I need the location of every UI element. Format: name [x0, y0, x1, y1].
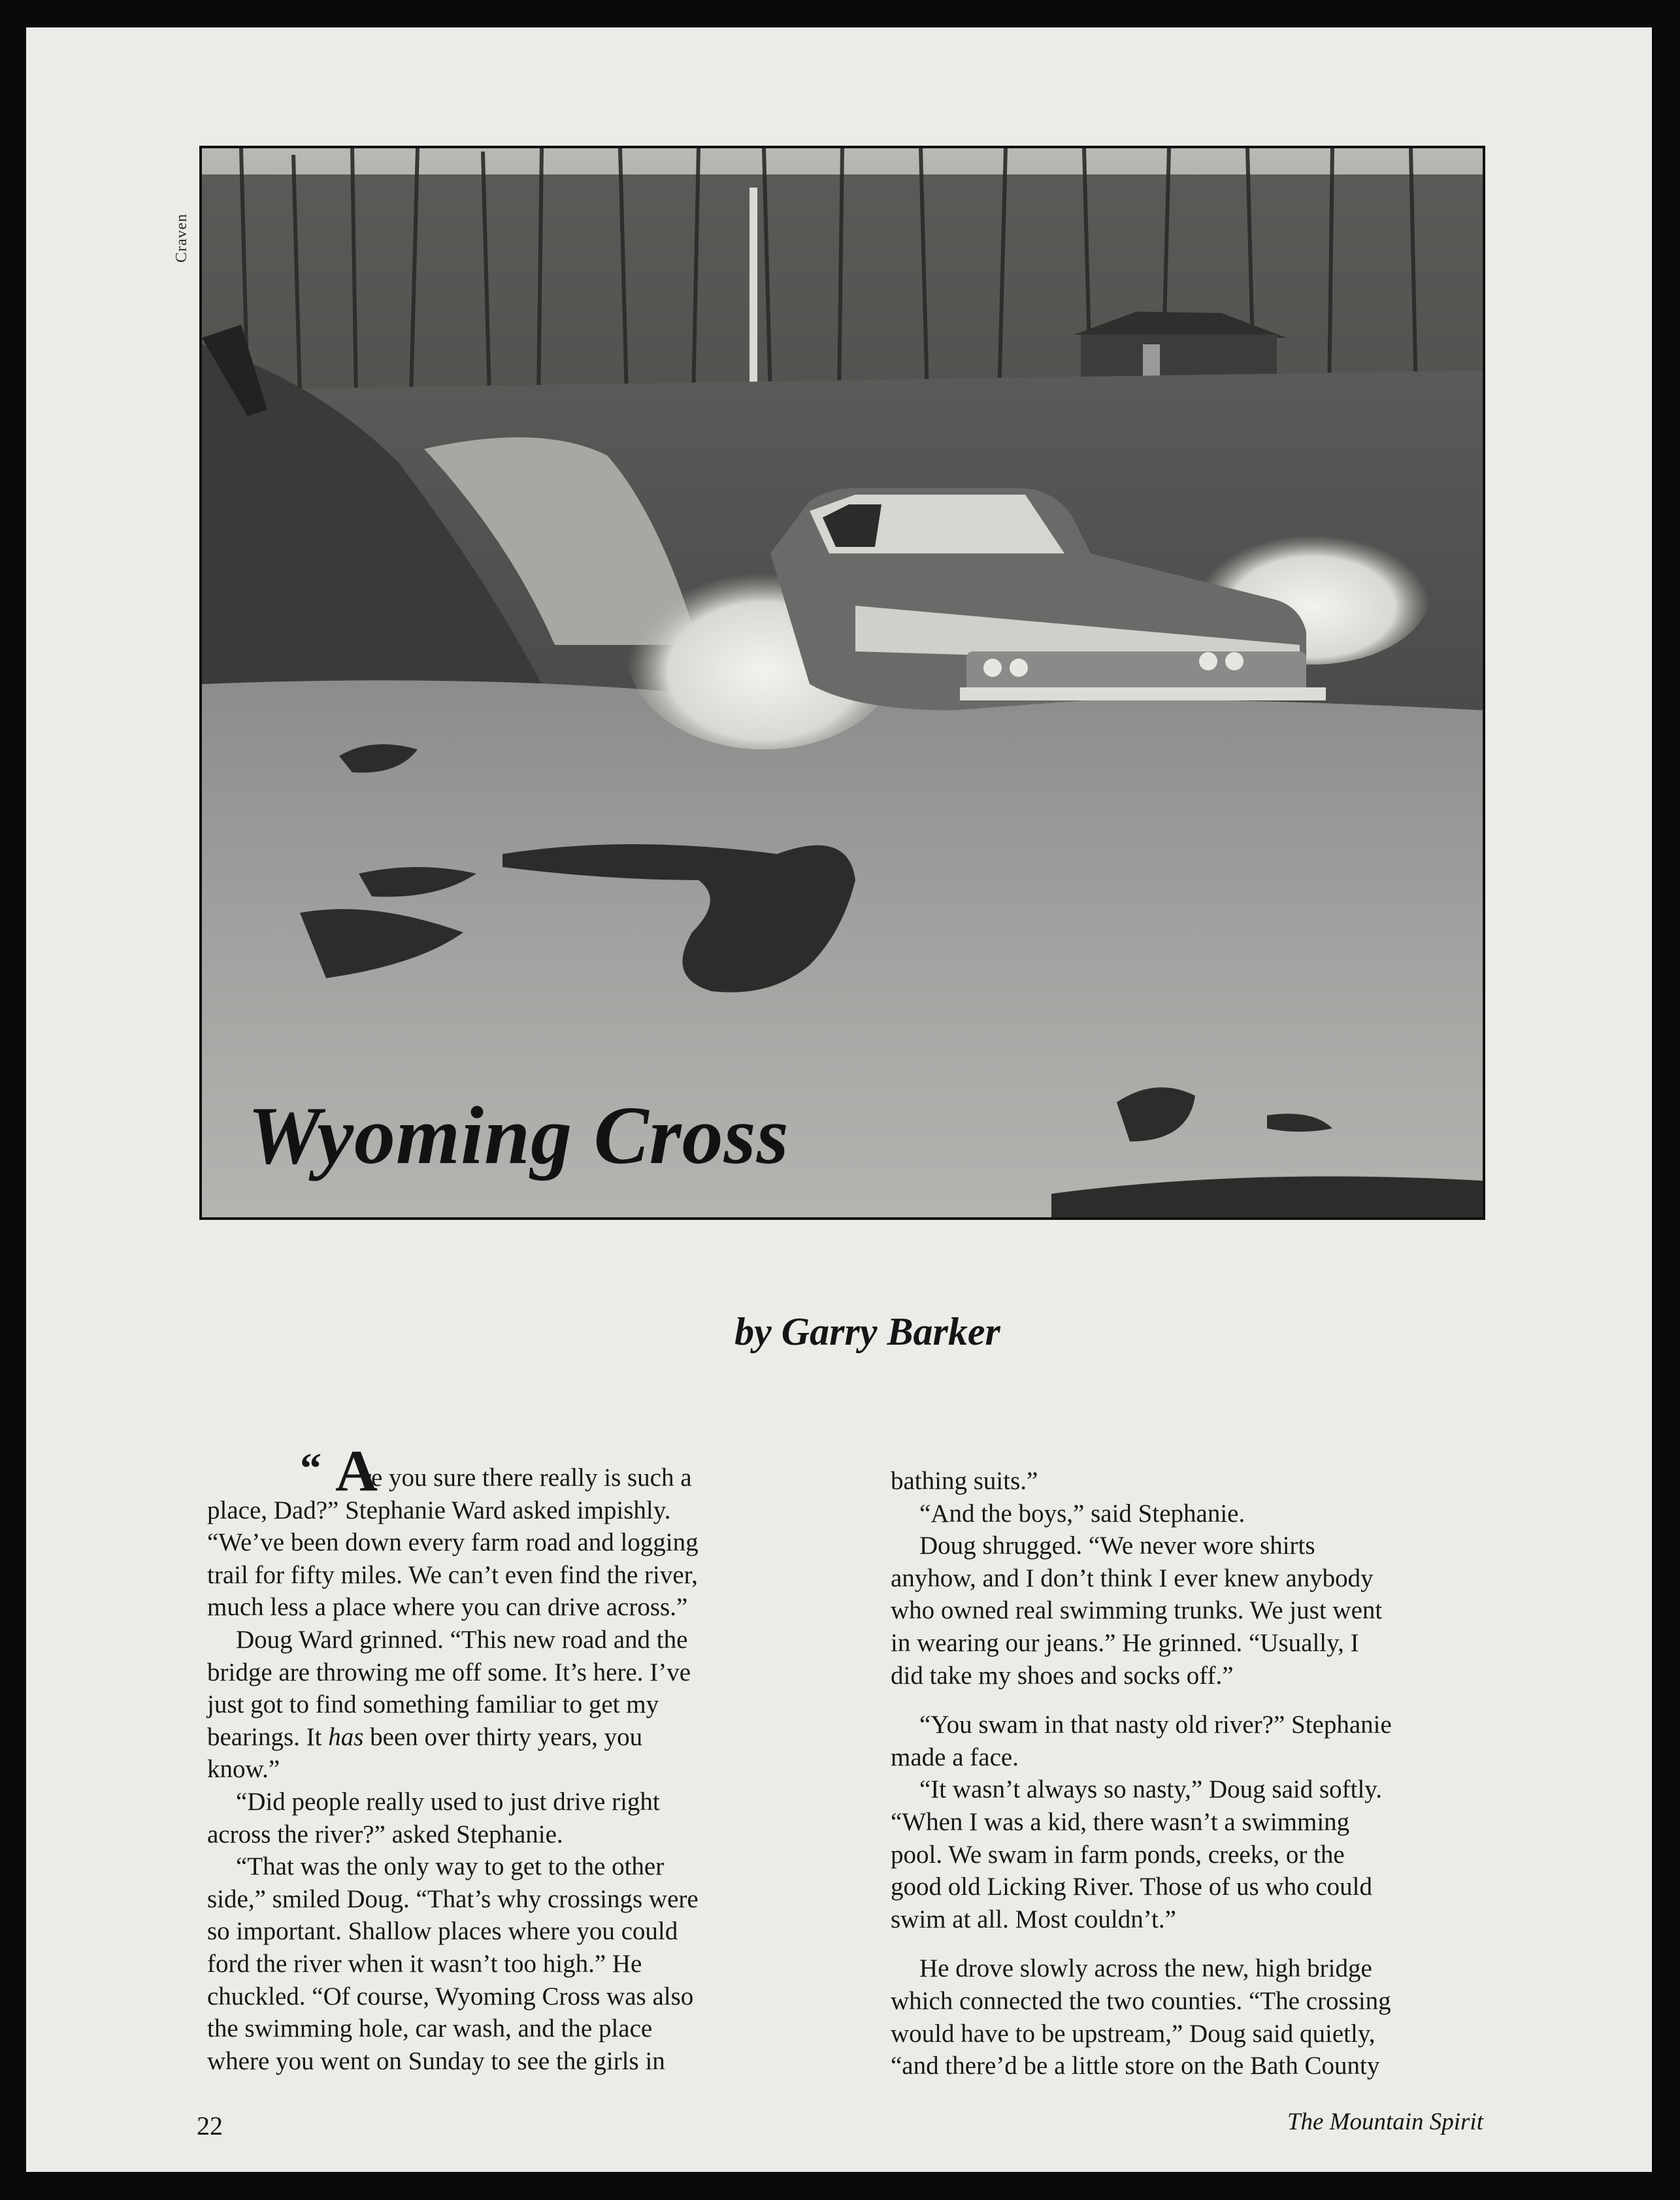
opening-paragraph — [207, 1439, 808, 1624]
byline-text: by Garry Barker — [734, 1310, 1000, 1353]
article-photo — [199, 146, 1485, 1220]
byline — [26, 1309, 1680, 1354]
paragraph-r6: He drove slowly across the new, high bridge which connected the two counties. “The crossing would have to be upstream,” Doug said quietly, “and there’d be a little store on the Bath County — [891, 1954, 1391, 2080]
first-line: re you sure there really is such a — [363, 1464, 692, 1492]
magazine-name: The Mountain Spirit — [1287, 2109, 1483, 2135]
paragraph-2-a: Doug Ward grinned. “This new road and the bridge are throwing me off some. It’s here. I’ve just got to find something familiar to get my bearings. It — [207, 1625, 691, 1751]
car-fording-river-image — [202, 148, 1483, 1217]
paragraph-2 — [207, 1624, 808, 1786]
paragraph-4: “That was the only way to get to the other side,” smiled Doug. “That’s why crossings were so important. Shallow places where you could ford the river when it wasn’t too high.” He chuckled. “Of course, Wyoming Cross was also the swimming hole, car wash, and the place where you went on Sunday to see the girls in — [207, 1852, 699, 2075]
paragraph-r1: bathing suits.” — [891, 1467, 1038, 1495]
drop-cap-letter: A — [335, 1439, 378, 1503]
paragraph-3: “Did people really used to just drive right across the river?” asked Stephanie. — [207, 1787, 660, 1848]
paragraph-r3: Doug shrugged. “We never wore shirts anyhow, and I don’t think I ever knew anybody who owned real swimming trunks. We just went in wearing our jeans.” He grinned. “Usually, I did take my shoes and socks off.” — [891, 1532, 1383, 1690]
emphasis-has: has — [328, 1722, 364, 1751]
paragraph-r4: “You swam in that nasty old river?” Stephanie made a face. — [891, 1711, 1392, 1771]
left-column — [207, 1439, 808, 2077]
paragraph-1-rest: place, Dad?” Stephanie Ward asked impishly. “We’ve been down every farm road and logging trail for fifty miles. We can’t even find the river, much less a place where you can drive across.” — [207, 1496, 699, 1622]
page-number: 22 — [197, 2111, 223, 2141]
paragraph-r2: “And the boys,” said Stephanie. — [919, 1499, 1245, 1528]
drop-quote-mark: “ — [300, 1445, 321, 1492]
paragraph-r5: “It wasn’t always so nasty,” Doug said softly. “When I was a kid, there wasn’t a swimming pool. We swam in farm ponds, creeks, or the good old Licking River. Those of us who could swim at all. Most couldn’t.” — [891, 1775, 1383, 1933]
right-column — [891, 1465, 1498, 2082]
magazine-page — [26, 27, 1652, 2172]
article-title: Wyoming Cross — [248, 1091, 789, 1181]
paragraph-2-b: been over thirty years, you know.” — [207, 1722, 643, 1784]
photo-credit: Craven — [173, 213, 190, 263]
